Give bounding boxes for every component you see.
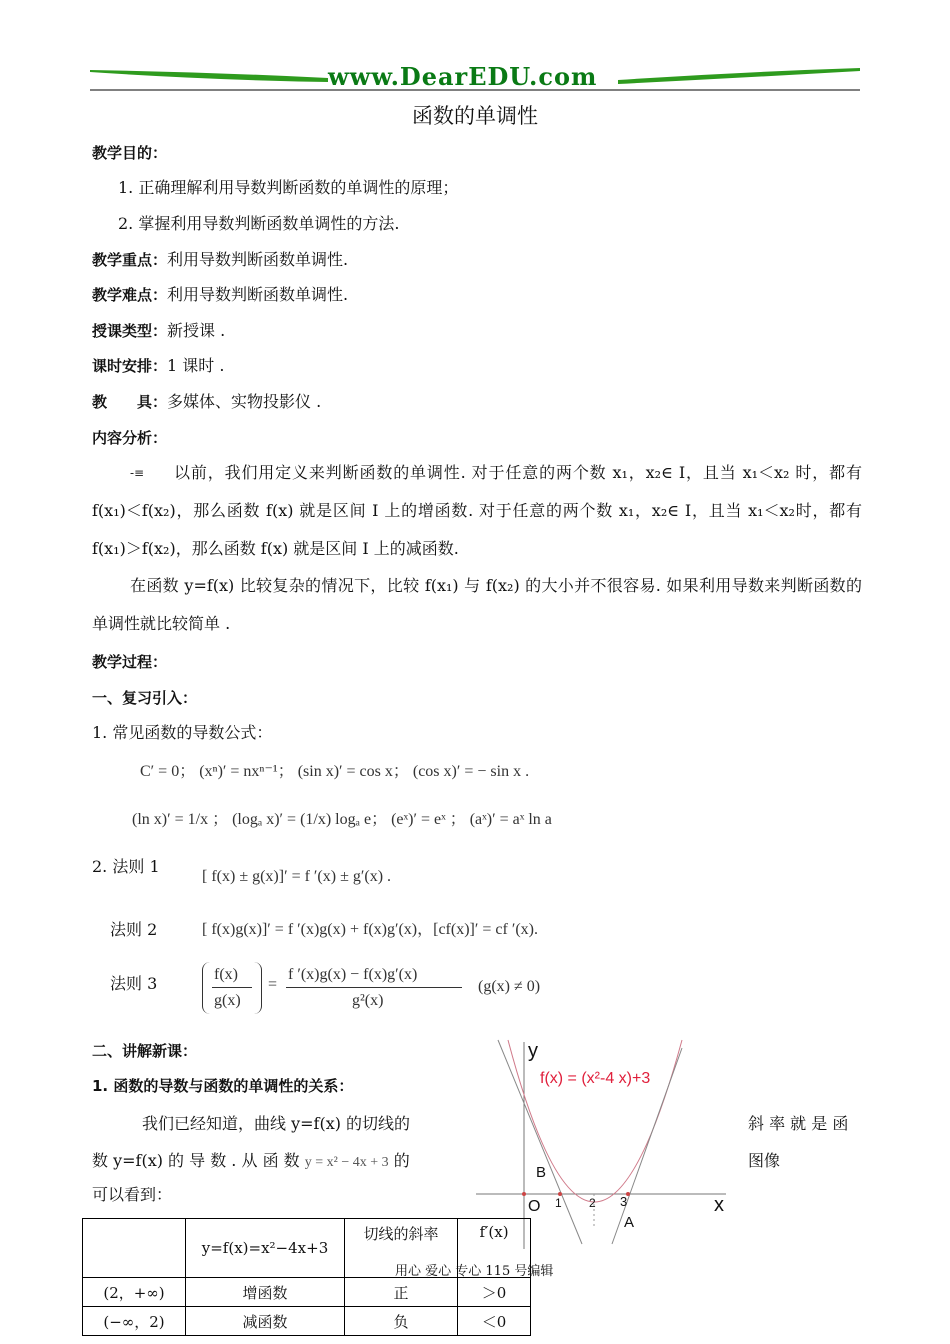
graph-tick-1: 1 <box>555 1196 562 1210</box>
rule3-label: 法则 3 <box>110 974 158 993</box>
rule1-formula: [ f(x) ± g(x)]′ = f ′(x) ± g′(x) . <box>202 868 392 885</box>
rule1-label: 2. 法则 1 <box>92 857 160 876</box>
graph-function-label: f(x) = (x²-4 x)+3 <box>540 1070 651 1087</box>
graph-point-a: A <box>624 1214 635 1231</box>
table-row: (2，+∞) 增函数 正 ＞0 <box>83 1278 531 1307</box>
table-header-cell: f′(x) <box>458 1219 531 1278</box>
analysis-marker: -≡ <box>130 466 145 480</box>
sub-heading: 1. 函数的导数与函数的单调性的关系： <box>92 1077 354 1095</box>
rule2-formula: [ f(x)g(x)]′ = f ′(x)g(x) + f(x)g′(x)，[cf(x)]′ = cf ′(x). <box>202 921 538 938</box>
meta-row-focus: 教学重点：利用导数判断函数单调性. <box>92 250 349 269</box>
table-row: (−∞，2) 减函数 负 ＜0 <box>83 1307 531 1336</box>
text-line-c: 可以看到： <box>92 1185 173 1204</box>
new-lesson-heading: 二、讲解新课： <box>92 1042 198 1060</box>
meta-row-type: 授课类型：新授课 . <box>92 321 226 340</box>
objective-2: 2. 掌握利用导数判断函数单调性的方法. <box>118 214 400 233</box>
text-line-a-right: 斜 率 就 是 函 <box>748 1114 849 1133</box>
graph-tick-3: 3 <box>620 1194 628 1209</box>
review-heading: 一、复习引入： <box>92 689 198 707</box>
formula-row-2: (ln x)′ = 1/x ； (logₐ x)′ = (1/x) logₐ e； (eˣ)′ = eˣ ； (aˣ)′ = aˣ ln a <box>132 811 552 828</box>
graph-tick-2: 2 <box>589 1196 596 1210</box>
header-site: www.DearEDU.com <box>328 62 598 91</box>
text-line-b: 数 y=f(x) 的 导 数 . 从 函 数 y = x² − 4x + 3 的 <box>92 1151 410 1170</box>
meta-row-hours: 课时安排：1 课时 . <box>92 356 225 375</box>
meta-row-tools: 教 具：多媒体、实物投影仪 . <box>92 392 322 411</box>
text-line-b-right: 图像 <box>748 1151 781 1170</box>
table-header-cell: 切线的斜率 <box>345 1219 458 1278</box>
graph-y-axis-label: y <box>528 1040 538 1062</box>
process-heading: 教学过程： <box>92 653 168 671</box>
graph-x-axis-label: x <box>714 1194 724 1216</box>
meta-row-difficulty: 教学难点：利用导数判断函数单调性. <box>92 285 349 304</box>
page-footer: 用心 爱心 专心 115 号编辑 <box>395 1264 554 1279</box>
analysis-paragraph-1: 以前，我们用定义来判断函数的单调性. 对于任意的两个数 x₁，x₂∈ I，且当 x₁＜x₂ 时，都有 f(x₁)＜f(x₂)，那么函数 f(x) 就是区间 I 上的增函数. 对于任意的两个数 x₁，x₂∈ I，且当 x₁＜x₂时，都有 f(x₁)＞f(x₂)，那么函数 f(x) 就是区间 I 上的减函数. <box>92 463 862 558</box>
header-banner <box>88 62 862 94</box>
analysis-heading: 内容分析： <box>92 429 168 447</box>
text-line-a: 我们已经知道，曲线 y=f(x) 的切线的 <box>142 1114 411 1133</box>
page-title: 函数的单调性 <box>412 104 538 128</box>
rule2-label: 法则 2 <box>110 920 158 939</box>
table-header-cell <box>83 1219 186 1278</box>
objective-1: 1. 正确理解利用导数判断函数的单调性的原理； <box>118 178 459 197</box>
formulas-label: 1. 常见函数的导数公式： <box>92 723 273 742</box>
analysis-paragraph-2: 在函数 y=f(x) 比较复杂的情况下，比较 f(x₁) 与 f(x₂) 的大小并不很容易. 如果利用导数来判断函数的单调性就比较简单 . <box>92 576 862 633</box>
formula-row-1: C′ = 0； (xⁿ)′ = nxⁿ⁻¹； (sin x)′ = cos x； (cos x)′ = − sin x . <box>140 763 530 780</box>
graph-point-b: B <box>536 1164 547 1181</box>
graph-origin-label: O <box>528 1198 541 1215</box>
objectives-heading: 教学目的： <box>92 144 168 162</box>
table-header-cell: y=f(x)=x²−4x+3 <box>186 1219 345 1278</box>
